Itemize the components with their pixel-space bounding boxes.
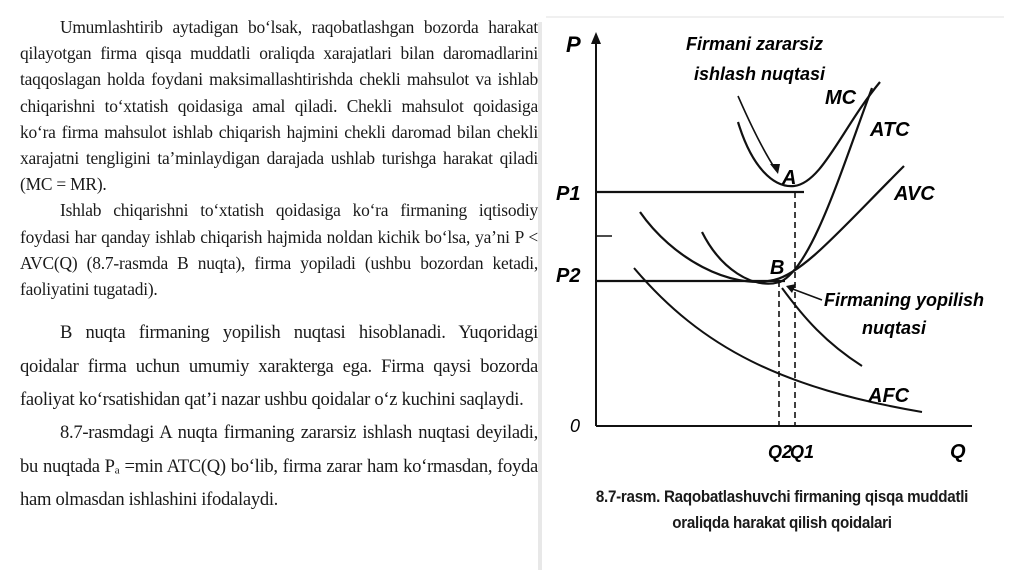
text-column xyxy=(20,14,538,566)
origin-label: 0 xyxy=(570,416,581,436)
arrow-to-a-head xyxy=(770,164,780,174)
annotation-b-line1: Firmaning yopilish xyxy=(824,290,985,310)
qty-label-q2: Q2 xyxy=(768,442,793,462)
y-axis-arrow xyxy=(591,32,601,44)
paragraph-1: Umumlashtirib aytadigan bo‘lsak, raqobatlashgan bozorda harakat qilayotgan firma qisqa muddatli oraliqda xarajatlari bilan daromadlarini taqqoslagan holda foydani maksimallashtirishda chekli mahsulot va ishlab chiqarishni to‘xtatish qoidasiga amal qiladi. Chekli mahsulot qoidasiga ko‘ra firma mahsulot ishlab chiqarish hajmini chekli daromad bilan chekli xarajatni tengligini ta’minlaydigan darajada ushlab turishga harakat qiladi (MC = MR). xyxy=(20,17,538,195)
label-avc: AVC xyxy=(894,183,935,205)
price-label-p2: P2 xyxy=(556,265,581,287)
annotation-b-line2: nuqtasi xyxy=(862,318,927,338)
label-afc: AFC xyxy=(868,385,910,407)
figure-caption xyxy=(580,484,985,536)
cost-curves-diagram xyxy=(542,18,1004,488)
label-atc: ATC xyxy=(870,119,910,141)
price-label-p1: P1 xyxy=(556,183,581,205)
figure-panel xyxy=(542,18,1004,556)
label-mc: MC xyxy=(825,87,857,109)
annotation-a-line2: ishlash nuqtasi xyxy=(694,64,826,84)
paragraph-2: Ishlab chiqarishni to‘xtatish qoidasiga ko‘ra firmaning iqtisodiy foydasi har qanday ishlab chiqarish hajmida noldan kichik bo‘lsa, ya’ni P < AVC(Q) (8.7-rasmda B nuqta), firma yopiladi (ushbu bozordan ketadi, faoliyatini tugatadi). xyxy=(20,200,538,300)
point-a: A xyxy=(782,167,797,189)
arrow-to-a xyxy=(738,96,776,170)
paragraph-3: B nuqta firmaning yopilish nuqtasi hisoblanadi. Yuqoridagi qoidalar firma uchun umumiy xarakterga ega. Firma qaysi bozorda faoliyat ko‘rsatishidan qat’i nazar ushbu qoidalar o‘z kuchini saqlaydi. xyxy=(20,322,538,411)
point-b: B xyxy=(770,257,785,279)
paragraph-4: 8.7-rasmdagi A nuqta firmaning zararsiz ishlash nuqtasi deyiladi, bu nuqtada Pₐ =min ATC(Q) bo‘lib, firma zarar ham ko‘rmasdan, foyda ham olmasdan ishlashini ifodalaydi. xyxy=(20,422,538,511)
arrow-to-b-head xyxy=(786,284,796,293)
qty-label-q1: Q1 xyxy=(790,442,815,462)
y-axis-label: P xyxy=(566,32,581,57)
caption-line-1: 8.7-rasm. Raqobatlashuvchi firmaning qisqa muddatli xyxy=(595,488,969,506)
annotation-a-line1: Firmani zararsiz xyxy=(686,34,824,54)
caption-line-2: oraliqda harakat qilish qoidalari xyxy=(672,514,892,532)
x-axis-label: Q xyxy=(950,441,966,463)
atc-curve xyxy=(738,82,880,186)
